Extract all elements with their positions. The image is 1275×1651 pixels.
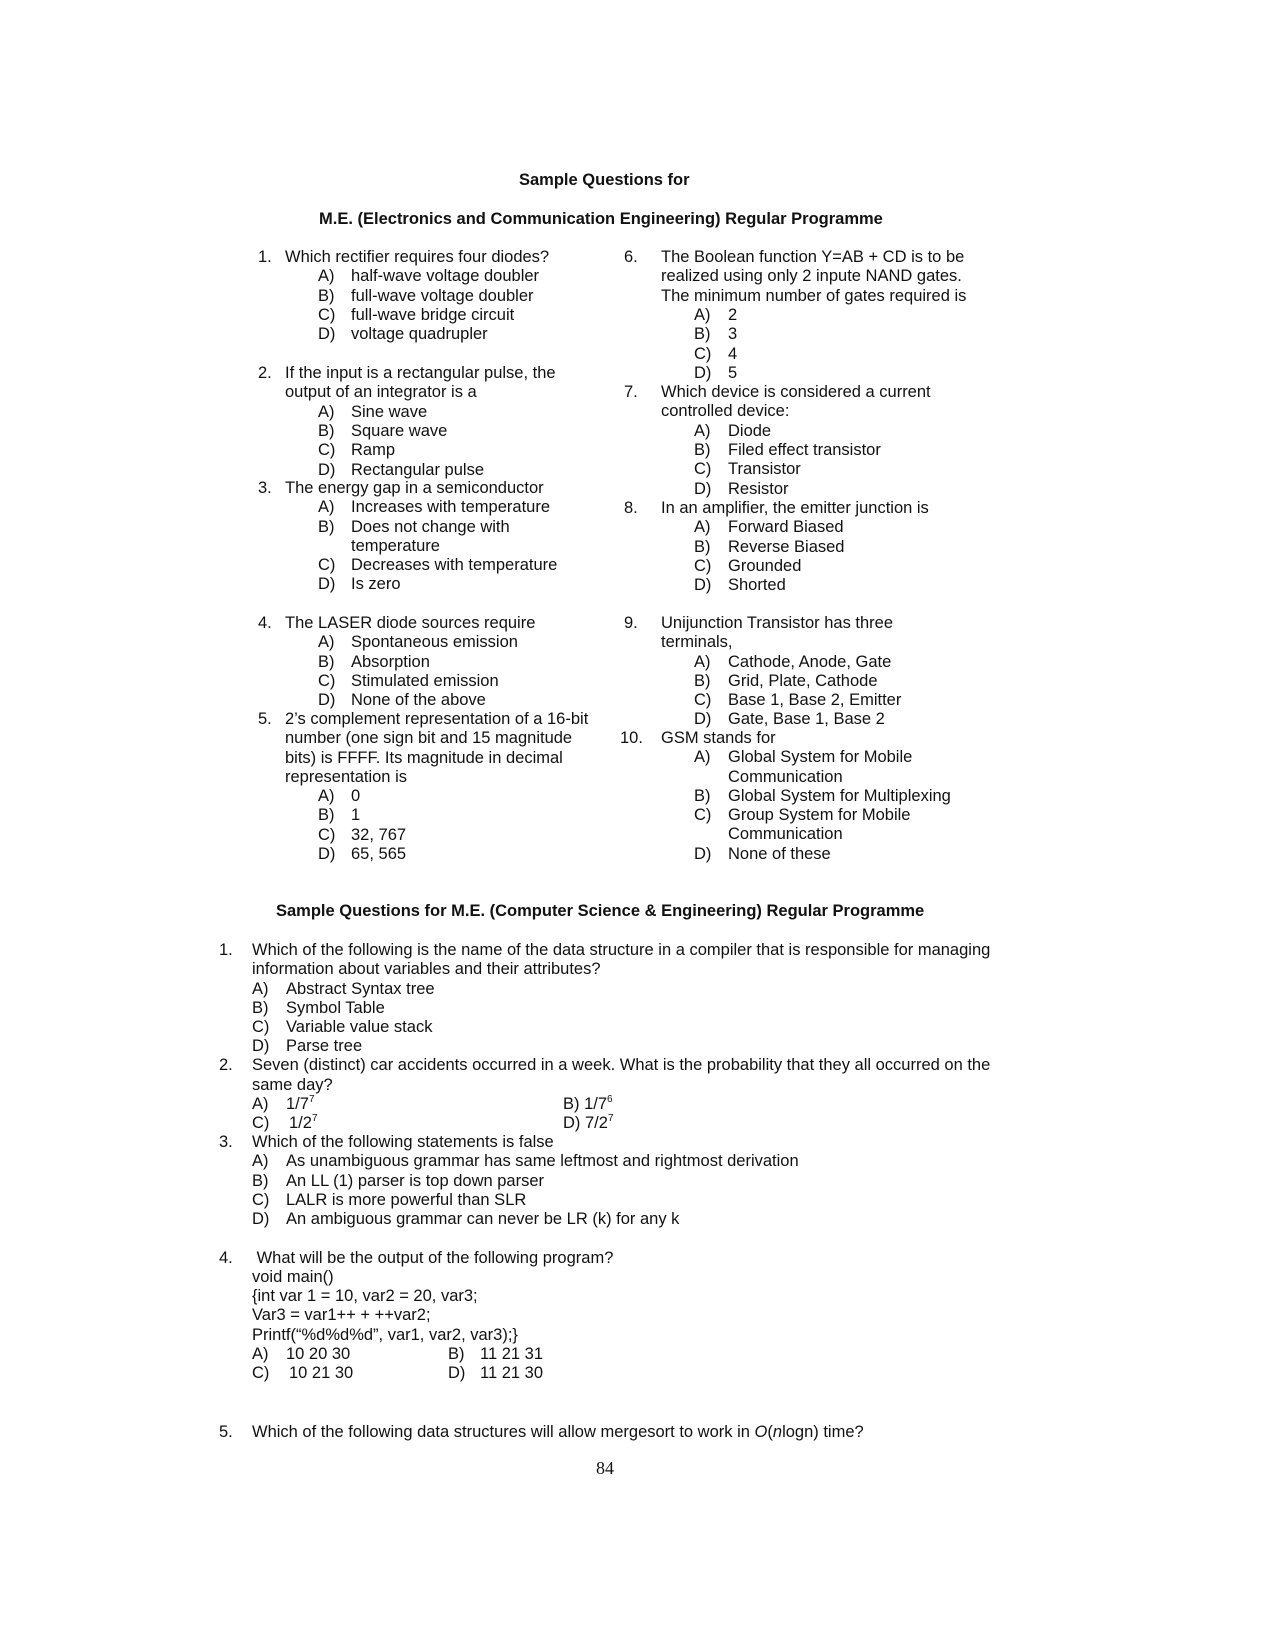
option-text: Ramp [351,441,396,459]
option-text: Diode [728,422,772,440]
question-number: 7. [624,383,638,401]
option-text: 65, 565 [351,845,407,863]
option-text: 2 [728,306,738,324]
option-text: 32, 767 [351,826,407,844]
option-label: D) [318,691,336,709]
option-text: temperature [351,537,440,555]
option-text: Global System for Mobile [728,748,913,766]
option-label: B) [318,653,335,671]
question-number: 4. [258,614,272,632]
page-number: 84 [596,1458,614,1478]
question-number: 4. [219,1249,233,1267]
option-label: B) [694,538,711,556]
option-text: Stimulated emission [351,672,499,690]
option-text: Decreases with temperature [351,556,558,574]
option-text: Abstract Syntax tree [286,980,435,998]
option-d-exponent: 7 [607,1113,614,1124]
option-label: B) [694,325,711,343]
option-label: C) [318,441,336,459]
option-text: Absorption [351,653,430,671]
option-label: B) [252,999,269,1017]
option-text: Grid, Plate, Cathode [728,672,878,690]
question-number: 3. [219,1133,233,1151]
option-text: 5 [728,364,738,382]
question-number: 5. [219,1423,233,1441]
big-o-symbol: O [754,1423,768,1441]
question-text-line: representation is [285,768,407,786]
code-line: void main() [252,1268,334,1286]
option-text: Sine wave [351,403,428,421]
option-label: C) [694,691,712,709]
question-text-line: GSM stands for [661,729,776,747]
option-c-label: C) [252,1364,270,1382]
option-text: Reverse Biased [728,538,845,556]
option-text: Forward Biased [728,518,844,536]
option-label: A) [318,403,335,421]
variable-n: n [772,1423,783,1441]
option-text: Square wave [351,422,448,440]
question-text-line: Which of the following statements is false [252,1133,554,1151]
option-text: Resistor [728,480,789,498]
question-text-line: number (one sign bit and 15 magnitude [285,729,573,747]
question-text-line: Seven (distinct) car accidents occurred in a week. What is the probability that they all occurred on the [252,1056,991,1074]
option-c-base: 1/2 [289,1114,312,1132]
option-label: D) [252,1037,270,1055]
option-label: C) [252,1191,270,1209]
option-text: 4 [728,345,738,363]
option-text: Communication [728,768,843,786]
open-paren: ( [767,1423,773,1441]
option-text: full-wave voltage doubler [351,287,534,305]
option-label: D) [252,1210,270,1228]
option-label: D) [318,461,336,479]
option-label: A) [252,1152,269,1170]
option-d [563,1113,614,1133]
question-text-line: 2’s complement representation of a 16-bit [285,710,589,728]
option-text: None of the above [351,691,486,709]
option-label: B) [318,287,335,305]
question-text-line: Unijunction Transistor has three [661,614,894,632]
question-text [252,1422,864,1442]
option-d-base: D) 7/2 [563,1114,608,1132]
question-text-line: The energy gap in a semiconductor [285,479,544,497]
option-text: Transistor [728,460,801,478]
option-label: B) [694,787,711,805]
option-label: D) [694,364,712,382]
option-label: D) [318,325,336,343]
option-c-exponent: 7 [311,1113,318,1124]
ece-programme-title: M.E. (Electronics and Communication Engineering) Regular Programme [319,210,883,228]
question-text-line: What will be the output of the following program? [252,1249,614,1267]
page-title: Sample Questions for [519,171,690,189]
option-label: A) [318,787,335,805]
question-text-line: terminals, [661,633,733,651]
option-label: A) [694,518,711,536]
option-text: Parse tree [286,1037,363,1055]
question-number: 6. [624,248,638,266]
question-text-line: Which device is considered a current [661,383,931,401]
question-text-line: Which rectifier requires four diodes? [285,248,550,266]
option-label: B) [252,1172,269,1190]
question-text-line: The Boolean function Y=AB + CD is to be [661,248,965,266]
question-number: 5. [258,710,272,728]
question-text-line: information about variables and their attributes? [252,960,601,978]
question-text-line: same day? [252,1076,333,1094]
option-d-label: D) [448,1364,466,1382]
question-text-line: If the input is a rectangular pulse, the [285,364,556,382]
option-text: An LL (1) parser is top down parser [286,1172,545,1190]
option-label: A) [318,498,335,516]
question-number: 1. [258,248,272,266]
option-text: An ambiguous grammar can never be LR (k) for any k [286,1210,680,1228]
code-line: Printf(“%d%d%d”, var1, var2, var3);} [252,1326,518,1344]
option-text: 1 [351,806,361,824]
option-label: C) [694,806,712,824]
code-line: Var3 = var1++ + ++var2; [252,1306,431,1324]
option-b-label: B) [448,1345,465,1363]
option-label: D) [318,845,336,863]
question-number: 2. [219,1056,233,1074]
option-label: D) [694,845,712,863]
option-text: Shorted [728,576,786,594]
question-text-line: output of an integrator is a [285,383,477,401]
question-text-line: In an amplifier, the emitter junction is [661,499,929,517]
question-text-line: bits) is FFFF. Its magnitude in decimal [285,749,563,767]
option-label: A) [694,748,711,766]
option-text: As unambiguous grammar has same leftmost and rightmost derivation [286,1152,799,1170]
question-text-end: logn) time? [782,1423,864,1441]
option-text: Gate, Base 1, Base 2 [728,710,885,728]
option-c-label: C) [252,1114,270,1132]
option-text: Rectangular pulse [351,461,484,479]
option-text: Spontaneous emission [351,633,518,651]
option-text: voltage quadrupler [351,325,488,343]
option-text: Group System for Mobile [728,806,911,824]
question-number: 10. [620,729,643,747]
option-label: B) [694,441,711,459]
option-text: Is zero [351,575,401,593]
question-text-line: The minimum number of gates required is [661,287,967,305]
option-label: A) [252,980,269,998]
option-text: None of these [728,845,831,863]
option-label: D) [694,576,712,594]
option-b-base: B) 1/7 [563,1095,608,1113]
option-label: C) [318,306,336,324]
question-number: 2. [258,364,272,382]
option-text: Filed effect transistor [728,441,881,459]
option-a-label: A) [252,1095,269,1113]
option-b: 11 21 31 [480,1345,544,1363]
option-label: A) [318,267,335,285]
option-text: LALR is more powerful than SLR [286,1191,527,1209]
option-c [289,1113,318,1133]
option-label: D) [694,480,712,498]
option-a [286,1094,315,1114]
option-label: A) [694,306,711,324]
option-label: C) [694,460,712,478]
option-label: D) [318,575,336,593]
option-text: Communication [728,825,843,843]
question-number: 9. [624,614,638,632]
option-a: 10 20 30 [286,1345,351,1363]
question-number: 8. [624,499,638,517]
option-text: Symbol Table [286,999,385,1017]
option-text: 3 [728,325,738,343]
option-b [563,1094,613,1114]
option-text: Variable value stack [286,1018,433,1036]
option-label: D) [694,710,712,728]
option-text: Base 1, Base 2, Emitter [728,691,902,709]
cse-programme-title: Sample Questions for M.E. (Computer Science & Engineering) Regular Programme [276,902,925,920]
question-text-line: Which of the following is the name of the data structure in a compiler that is responsible for managing [252,941,991,959]
question-text-line: controlled device: [661,402,790,420]
question-number: 1. [219,941,233,959]
option-label: C) [694,345,712,363]
option-label: B) [318,806,335,824]
option-c: 10 21 30 [289,1364,354,1382]
option-a-base: 1/7 [286,1095,309,1113]
option-b-exponent: 6 [607,1094,613,1105]
option-text: 0 [351,787,361,805]
option-a-exponent: 7 [308,1094,315,1105]
option-text: Cathode, Anode, Gate [728,653,892,671]
option-d: 11 21 30 [480,1364,544,1382]
option-label: A) [694,653,711,671]
option-text: Grounded [728,557,802,575]
option-label: C) [318,556,336,574]
question-number: 3. [258,479,272,497]
option-label: C) [318,672,336,690]
option-label: C) [252,1018,270,1036]
option-text: half-wave voltage doubler [351,267,540,285]
question-text-line: realized using only 2 inpute NAND gates. [661,267,962,285]
code-line: {int var 1 = 10, var2 = 20, var3; [252,1287,478,1305]
option-text: Increases with temperature [351,498,551,516]
option-text: Does not change with [351,518,510,536]
option-label: B) [694,672,711,690]
option-label: A) [694,422,711,440]
option-label: A) [318,633,335,651]
question-text-start: Which of the following data structures will allow mergesort to work in [252,1423,755,1441]
option-text: Global System for Multiplexing [728,787,951,805]
option-label: B) [318,518,335,536]
option-text: full-wave bridge circuit [351,306,515,324]
option-a-label: A) [252,1345,269,1363]
question-text-line: The LASER diode sources require [285,614,536,632]
option-label: C) [318,826,336,844]
option-label: B) [318,422,335,440]
option-label: C) [694,557,712,575]
